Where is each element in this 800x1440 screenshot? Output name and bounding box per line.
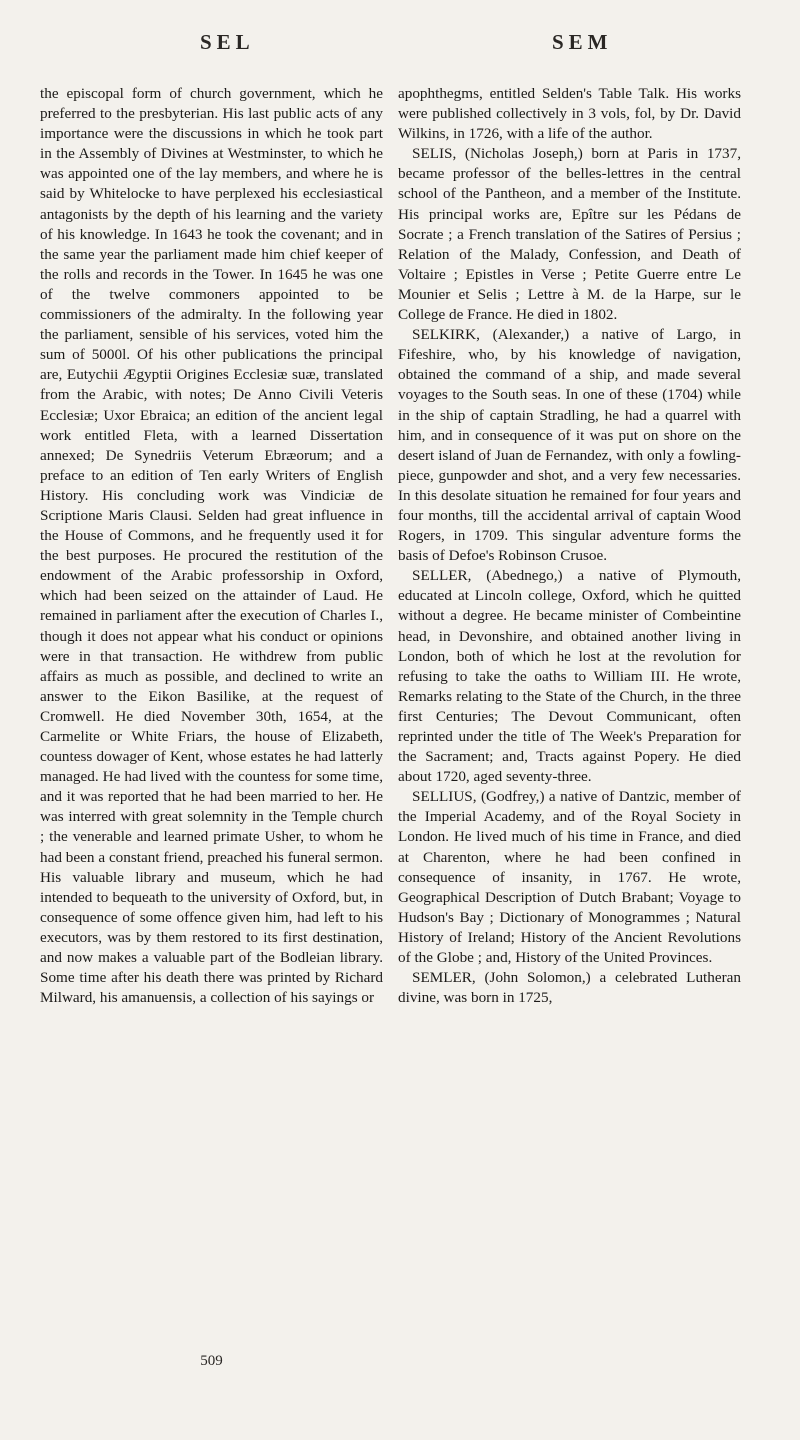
paragraph-selden-conclusion: apophthegms, entitled Selden's Table Talk. His works were published collectively in 3 vols, fol, by Dr. David Wilkins, in 1726, with a life of the author. xyxy=(398,85,741,143)
right-column xyxy=(398,84,741,1008)
paragraph-selden-continued: the episcopal form of church government, which he preferred to the presbyterian. His last public acts of any importance were the discussions in which he took part in the Assembly of Divines at Westminster, to which he was appointed one of the lay members, and where he is said by Whitelocke to have perplexed his ecclesiastical antagonists by the depth of his learning and the variety of his knowledge. In 1643 he took the covenant; and in the same year the parliament made him chief keeper of the rolls and records in the Tower. In 1645 he was one of the twelve commoners appointed to be commissioners of the admiralty. In the following year the parliament, sensible of his services, voted him the sum of 5000l. Of his other publications the principal are, Eutychii Ægyptii Origines Ecclesiæ suæ, translated from the Arabic, with notes; De Anno Civili Veteris Ecclesiæ; Uxor Ebraica; an edition of the ancient legal work entitled Fleta, with a learned Dissertation annexed; De Synedriis Veterum Ebræorum; and a preface to an edition of Ten early Writers of English History. His concluding work was Vindiciæ de Scriptione Maris Clausi. Selden had great influence in the House of Commons, and he frequently used it for the best purposes. He procured the restitution of the endowment of the Arabic professorship in Oxford, which had been seized on the attainder of Laud. He remained in parliament after the execution of Charles I., though it does not appear what his conduct or opinions were in that transaction. He withdrew from public affairs as much as possible, and declined to write an answer to the Eikon Basilike, at the request of Cromwell. He died November 30th, 1654, at the Carmelite or White Friars, the house of Elizabeth, countess dowager of Kent, whose estates he had latterly managed. He had lived with the countess for some time, and it was reported that he had been married to her. He was interred with great solemnity in the Temple church ; the venerable and learned primate Usher, to whom he had been a constant friend, preached his funeral sermon. His valuable library and museum, which he had intended to bequeath to the university of Oxford, but, in consequence of some offence given him, had left to his executors, was by them restored to its first destination, and now makes a valuable part of the Bodleian library. Some time after his death there was printed by Richard Milward, his amanuensis, a collection of his sayings or xyxy=(40,85,383,1007)
entry-selkirk: SELKIRK, (Alexander,) a native of Largo, in Fifeshire, who, by his knowledge of navigation, obtained the command of a ship, and made several voyages to the South seas. In one of these (1704) while in the ship of captain Stradling, he had a quarrel with him, and in consequence of it was put on shore on the desert island of Juan de Fernandez, with only a fowling-piece, gunpowder and shot, and a very few necessaries. In this desolate situation he remained for four years and four months, till the accidental arrival of captain Wood Rogers, in 1709. This singular adventure forms the basis of Defoe's Robinson Crusoe. xyxy=(398,326,741,565)
entry-semler: SEMLER, (John Solomon,) a celebrated Lutheran divine, was born in 1725, xyxy=(398,969,741,1007)
entry-sellius: SELLIUS, (Godfrey,) a native of Dantzic, member of the Imperial Academy, and of the Royal Society in London. He lived much of his time in France, and died at Charenton, where he had been confined in consequence of insanity, in 1767. He wrote, Geographical Description of Dutch Brabant; Voyage to Hudson's Bay ; Dictionary of Monogrammes ; Natural History of Ireland; History of the Ancient Revolutions of the Globe ; and, History of the United Provinces. xyxy=(398,788,741,967)
left-column xyxy=(40,84,383,1008)
running-head-right: SEM xyxy=(552,30,613,54)
running-head-left: SEL xyxy=(200,30,255,54)
running-header xyxy=(40,30,760,64)
entry-selis: SELIS, (Nicholas Joseph,) born at Paris in 1737, became professor of the belles-lettres in the central school of the Pantheon, and a member of the Institute. His principal works are, Epître sur les Pédans de Socrate ; a French translation of the Satires of Persius ; Relation of the Malady, Confession, and Death of Voltaire ; Epistles in Verse ; Petite Guerre entre Le Mounier et Selis ; Lettre à M. de la Harpe, sur le College de France. He died in 1802. xyxy=(398,145,741,324)
page-number: 509 xyxy=(200,1353,223,1369)
entry-seller: SELLER, (Abednego,) a native of Plymouth, educated at Lincoln college, Oxford, which he quitted without a degree. He became minister of Combeintine head, in Devonshire, and obtained another living in London, both of which he lost at the revolution for refusing to take the oaths to William III. He wrote, Remarks relating to the State of the Church, in the three first Centuries; The Devout Communicant, often reprinted under the title of The Week's Preparation for the Sacrament; and, Tracts against Popery. He died about 1720, aged seventy-three. xyxy=(398,567,741,786)
